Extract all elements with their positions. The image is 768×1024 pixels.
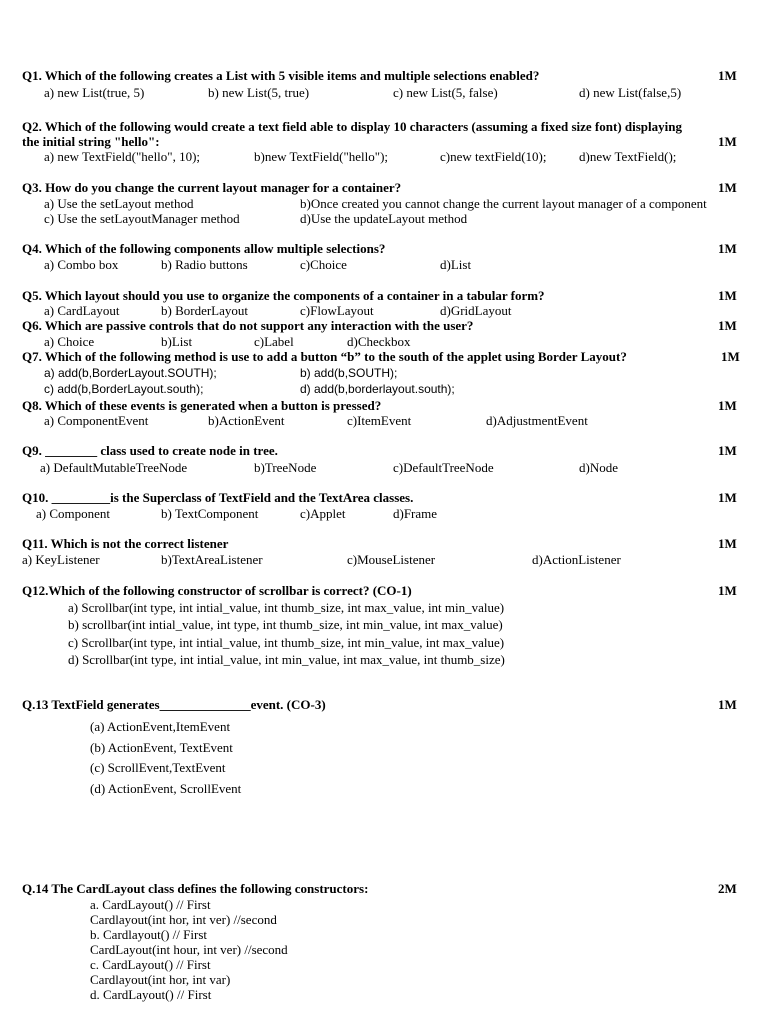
option: c) add(b,BorderLayout.south);	[44, 382, 204, 396]
option: d)Use the updateLayout method	[300, 211, 468, 226]
option: c)Choice	[300, 257, 347, 272]
option: a) new List(true, 5)	[44, 85, 145, 100]
question-4: Q4. Which of the following components allow multiple selections?	[22, 241, 386, 256]
option: d) new List(false,5)	[579, 85, 682, 100]
option: a) Combo box	[44, 257, 119, 272]
option: b. Cardlayout() // First	[90, 927, 207, 942]
option: d)new TextField();	[579, 149, 677, 164]
option: d)Frame	[393, 506, 438, 521]
option: a) Component	[36, 506, 111, 521]
marks-11: 1M	[718, 536, 737, 551]
marks-14: 2M	[718, 881, 737, 896]
option: c) Scrollbar(int type, int intial_value, int thumb_size, int min_value, int max_value)	[68, 635, 505, 650]
option: a) CardLayout	[44, 303, 120, 318]
option: c)Applet	[300, 506, 346, 521]
option: b) TextComponent	[161, 506, 259, 521]
option: d. CardLayout() // First	[90, 987, 212, 1002]
option: b)List	[161, 334, 193, 349]
option: c)Label	[254, 334, 294, 349]
question-2: Q2. Which of the following would create a text field able to display 10 characters (assuming a fixed size font) displaying	[22, 119, 682, 134]
option: d)List	[440, 257, 472, 272]
option: b) BorderLayout	[161, 303, 249, 318]
option: b)ActionEvent	[208, 413, 285, 428]
option: c. CardLayout() // First	[90, 957, 211, 972]
question-5: Q5. Which layout should you use to organize the components of a container in a tabular form?	[22, 288, 545, 303]
option: b) add(b,SOUTH);	[300, 366, 398, 380]
option: CardLayout(int hour, int ver) //second	[90, 942, 288, 957]
marks-7: 1M	[721, 349, 740, 364]
option: a) DefaultMutableTreeNode	[40, 460, 188, 475]
option: (b) ActionEvent, TextEvent	[90, 740, 233, 755]
option: Cardlayout(int hor, int var)	[90, 972, 231, 987]
option: a) Scrollbar(int type, int intial_value, int thumb_size, int max_value, int min_value)	[68, 600, 505, 615]
question-11: Q11. Which is not the correct listener	[22, 536, 229, 551]
option: b)Once created you cannot change the current layout manager of a component	[300, 196, 707, 211]
option: a) new TextField("hello", 10);	[44, 149, 201, 164]
marks-8: 1M	[718, 398, 737, 413]
option: b) new List(5, true)	[208, 85, 310, 100]
option: d)ActionListener	[532, 552, 621, 567]
option: b)TextAreaListener	[161, 552, 263, 567]
question-6: Q6. Which are passive controls that do not support any interaction with the user?	[22, 318, 474, 333]
option: (c) ScrollEvent,TextEvent	[90, 760, 226, 775]
question-13: Q.13 TextField generates______________event. (CO-3)	[22, 697, 326, 712]
option: c)ItemEvent	[347, 413, 412, 428]
option: a) Choice	[44, 334, 95, 349]
marks-9: 1M	[718, 443, 737, 458]
option: d)AdjustmentEvent	[486, 413, 588, 428]
option: c)new textField(10);	[440, 149, 547, 164]
option: d)Checkbox	[347, 334, 411, 349]
option: a) ComponentEvent	[44, 413, 149, 428]
option: (a) ActionEvent,ItemEvent	[90, 719, 231, 734]
option: d)Node	[579, 460, 618, 475]
option: b) scrollbar(int intial_value, int type, int thumb_size, int min_value, int max_value)	[68, 617, 503, 632]
question-14: Q.14 The CardLayout class defines the following constructors:	[22, 881, 369, 896]
question-2-line2: the initial string "hello":	[22, 134, 160, 149]
marks-6: 1M	[718, 318, 737, 333]
option: d) Scrollbar(int type, int intial_value, int min_value, int max_value, int thumb_size)	[68, 652, 505, 667]
option: c)MouseListener	[347, 552, 436, 567]
question-10: Q10. _________is the Superclass of TextField and the TextArea classes.	[22, 490, 414, 505]
question-9: Q9. ________ class used to create node in tree.	[22, 443, 278, 458]
question-3: Q3. How do you change the current layout manager for a container?	[22, 180, 402, 195]
marks-1: 1M	[718, 68, 737, 83]
option: c) Use the setLayoutManager method	[44, 211, 240, 226]
marks-4: 1M	[718, 241, 737, 256]
marks-2: 1M	[718, 134, 737, 149]
option: c)FlowLayout	[300, 303, 374, 318]
marks-5: 1M	[718, 288, 737, 303]
option: b) Radio buttons	[161, 257, 248, 272]
question-8: Q8. Which of these events is generated when a button is pressed?	[22, 398, 382, 413]
option: b)TreeNode	[254, 460, 317, 475]
marks-3: 1M	[718, 180, 737, 195]
question-7: Q7. Which of the following method is use to add a button “b” to the south of the applet using Border Layout?	[22, 349, 627, 364]
option: (d) ActionEvent, ScrollEvent	[90, 781, 242, 796]
option: a) add(b,BorderLayout.SOUTH);	[44, 366, 217, 380]
option: Cardlayout(int hor, int ver) //second	[90, 912, 277, 927]
option: b)new TextField("hello");	[254, 149, 389, 164]
option: a) Use the setLayout method	[44, 196, 194, 211]
question-1: Q1. Which of the following creates a List with 5 visible items and multiple selections enabled?	[22, 68, 540, 83]
question-12: Q12.Which of the following constructor of scrollbar is correct? (CO-1)	[22, 583, 412, 598]
marks-12: 1M	[718, 583, 737, 598]
marks-10: 1M	[718, 490, 737, 505]
option: a. CardLayout() // First	[90, 897, 211, 912]
option: d) add(b,borderlayout.south);	[300, 382, 455, 396]
option: a) KeyListener	[22, 552, 100, 567]
marks-13: 1M	[718, 697, 737, 712]
option: c)DefaultTreeNode	[393, 460, 494, 475]
option: d)GridLayout	[440, 303, 512, 318]
option: c) new List(5, false)	[393, 85, 498, 100]
